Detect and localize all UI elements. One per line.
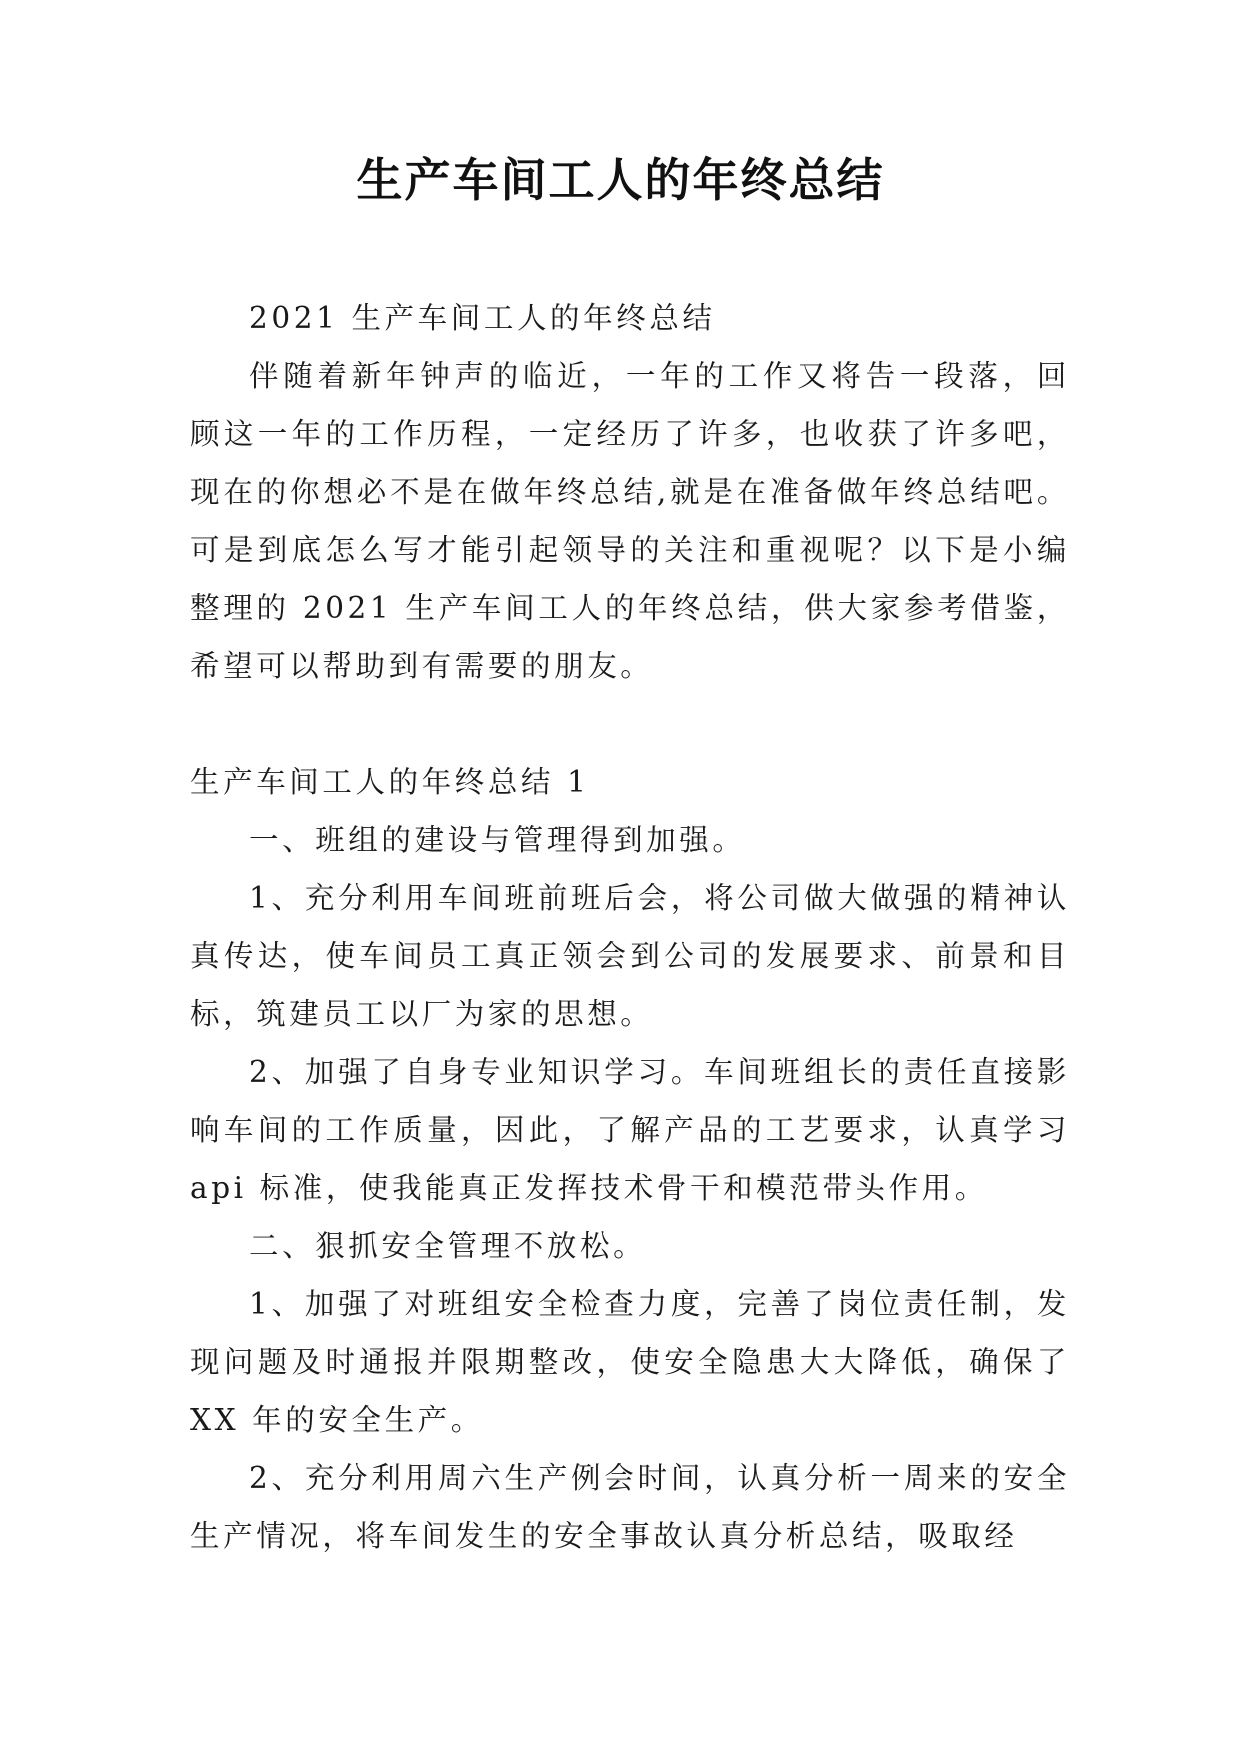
paragraph: 1、加强了对班组安全检查力度，完善了岗位责任制，发现问题及时通报并限期整改，使安全隐患大大降低，确保了 XX 年的安全生产。 [190, 1287, 1070, 1437]
intro-paragraph: 伴随着新年钟声的临近，一年的工作又将告一段落，回顾这一年的工作历程，一定经历了许多，也收获了许多吧，现在的你想必不是在做年终总结,就是在准备做年终总结吧。可是到底怎么写才能引起领导的关注和重视呢？以下是小编整理的 2021 生产车间工人的年终总结，供大家参考借鉴，希望可以帮助到有需要的朋友。 [190, 359, 1070, 683]
document-subtitle: 2021 生产车间工人的年终总结 [249, 301, 716, 335]
paragraph: 2、充分利用周六生产例会时间，认真分析一周来的安全生产情况，将车间发生的安全事故认真分析总结，吸取经 [190, 1461, 1070, 1553]
document-body [190, 289, 1070, 1565]
paragraph: 2、加强了自身专业知识学习。车间班组长的责任直接影响车间的工作质量，因此，了解产品的工艺要求，认真学习 api 标准，使我能真正发挥技术骨干和模范带头作用。 [190, 1055, 1070, 1205]
document-title: 生产车间工人的年终总结 [356, 153, 885, 207]
section-heading: 生产车间工人的年终总结 1 [190, 765, 590, 799]
paragraph: 1、充分利用车间班前班后会，将公司做大做强的精神认真传达，使车间员工真正领会到公司的发展要求、前景和目标，筑建员工以厂为家的思想。 [190, 881, 1070, 1031]
paragraph-heading-2: 二、狠抓安全管理不放松。 [249, 1229, 647, 1263]
paragraph-heading-1: 一、班组的建设与管理得到加强。 [249, 823, 746, 857]
